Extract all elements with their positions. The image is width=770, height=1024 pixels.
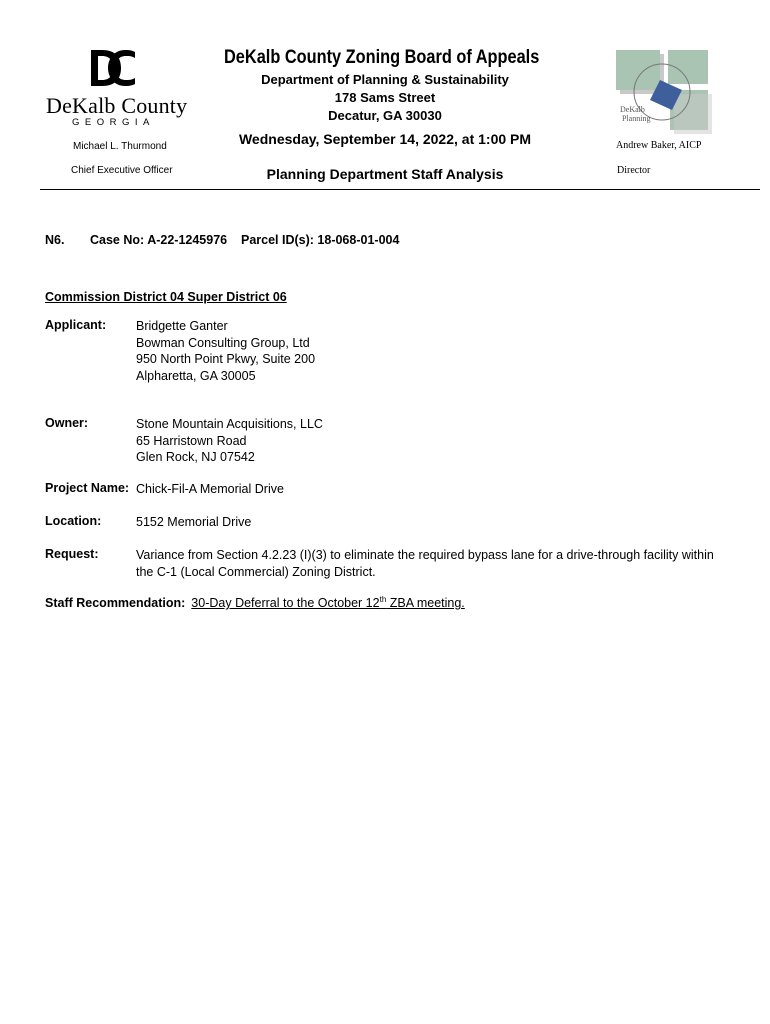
- location-value: 5152 Memorial Drive: [136, 515, 252, 529]
- director-title: Director: [617, 165, 651, 176]
- planning-logo-line2: Planning: [622, 114, 651, 123]
- owner-line: Glen Rock, NJ 07542: [136, 450, 255, 464]
- dekalb-planning-logo-icon: [612, 44, 712, 136]
- street-address: 178 Sams Street: [334, 90, 436, 105]
- recommendation-label: Staff Recommendation:: [45, 596, 186, 611]
- ceo-name: Michael L. Thurmond: [73, 141, 167, 152]
- request-value: Variance from Section 4.2.23 (I)(3) to eliminate the required bypass lane for a drive-through facility within the C-1 (Local Commercial) Zoning District.: [136, 548, 714, 579]
- county-state: GEORGIA: [72, 117, 155, 128]
- city-address: Decatur, GA 30030: [328, 108, 442, 123]
- owner-line: Stone Mountain Acquisitions, LLC: [136, 417, 323, 431]
- analysis-title: Planning Department Staff Analysis: [266, 166, 504, 182]
- commission-district: Commission District 04 Super District 06: [45, 290, 287, 304]
- header-divider: [40, 189, 760, 190]
- dekalb-county-logo-icon: [88, 48, 138, 88]
- case-number-line: Case No: A-22-1245976 Parcel ID(s): 18-068-01-004: [90, 233, 400, 247]
- director-name: Andrew Baker, AICP: [616, 140, 702, 151]
- case-item-number: N6.: [45, 233, 65, 247]
- owner-line: 65 Harristown Road: [136, 433, 247, 448]
- recommendation-value: [191, 596, 464, 610]
- planning-logo-line1: DeKalb: [620, 105, 645, 114]
- staff-recommendation: [45, 595, 465, 610]
- recommendation-ordinal: th: [379, 595, 387, 604]
- recommendation-text: 30-Day Deferral to the October 12: [191, 596, 380, 611]
- board-title: DeKalb County Zoning Board of Appeals: [224, 47, 540, 68]
- meeting-datetime: Wednesday, September 14, 2022, at 1:00 PM: [238, 131, 532, 147]
- applicant-line: 950 North Point Pkwy, Suite 200: [136, 352, 316, 366]
- applicant-line: Bridgette Ganter: [136, 319, 228, 333]
- ceo-title: Chief Executive Officer: [71, 165, 173, 176]
- owner-details: [136, 416, 323, 466]
- department-name: Department of Planning & Sustainability: [261, 72, 509, 87]
- project-name-value: Chick-Fil-A Memorial Drive: [136, 482, 284, 496]
- applicant-label: Applicant:: [45, 318, 107, 332]
- project-name-label: Project Name:: [45, 481, 130, 495]
- owner-label: Owner:: [45, 416, 89, 430]
- applicant-line: Alpharetta, GA 30005: [136, 368, 256, 383]
- recommendation-text-end: ZBA meeting.: [386, 596, 465, 611]
- request-label: Request:: [45, 547, 99, 561]
- location-label: Location:: [45, 514, 102, 528]
- county-name: DeKalb County: [46, 93, 188, 118]
- applicant-details: [136, 318, 315, 384]
- applicant-line: Bowman Consulting Group, Ltd: [136, 335, 310, 350]
